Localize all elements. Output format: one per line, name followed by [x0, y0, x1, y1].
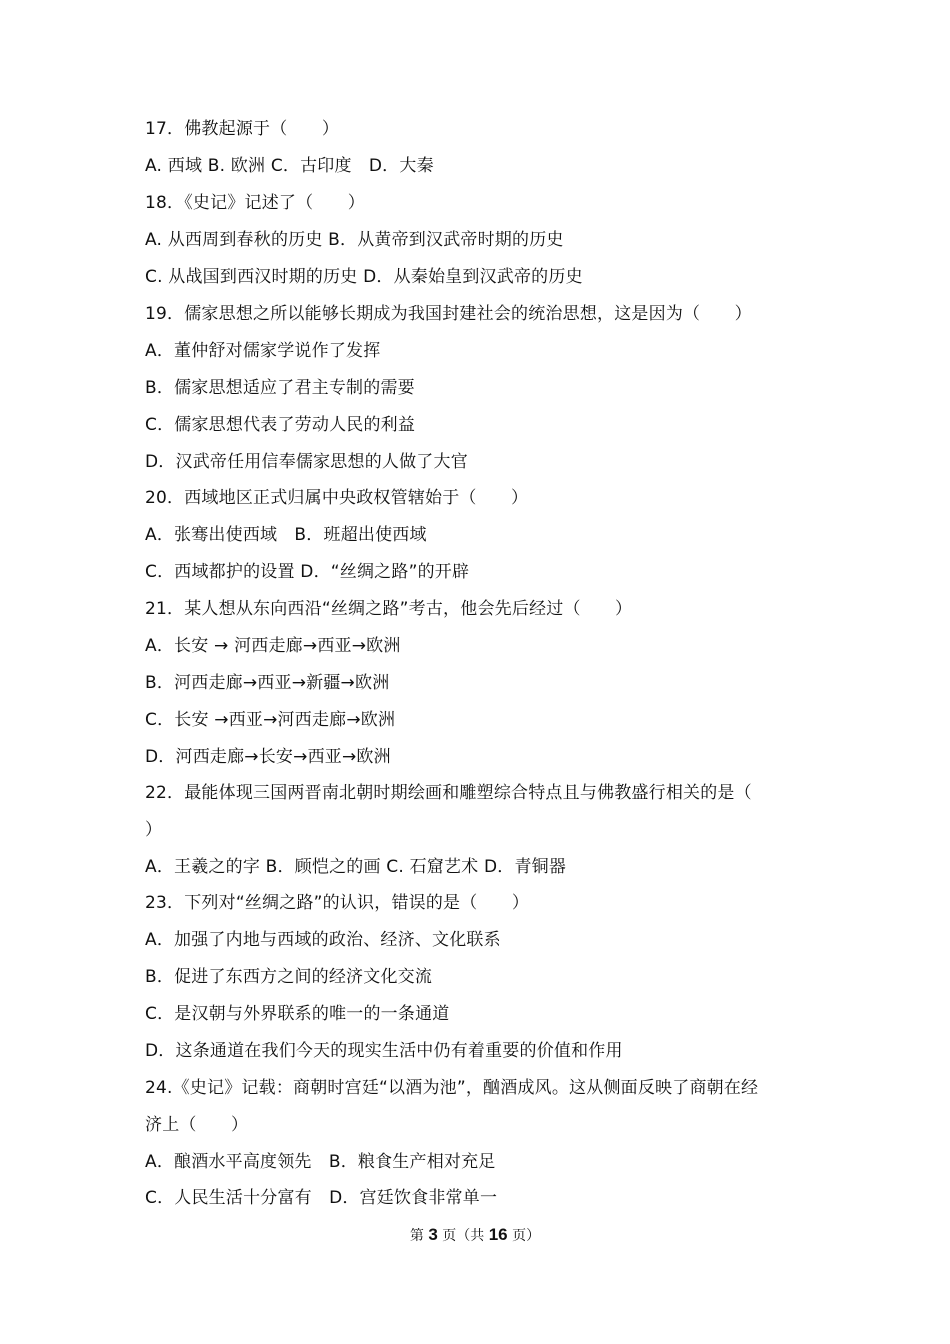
question-17-options: A. 西域 B. 欧洲 C．古印度 D．大秦	[145, 156, 434, 176]
question-24-options-cd: C．人民生活十分富有 D．宫廷饮食非常单一	[145, 1188, 498, 1208]
question-22-stem: 22．最能体现三国两晋南北朝时期绘画和雕塑综合特点且与佛教盛行相关的是（	[145, 783, 752, 803]
question-21-stem: 21．某人想从东向西沿“丝绸之路”考古，他会先后经过（ ）	[145, 599, 633, 619]
footer-suffix: 页）	[507, 1228, 541, 1244]
question-17-stem: 17．佛教起源于（ ）	[145, 119, 340, 139]
footer-middle: 页（共	[437, 1228, 489, 1244]
question-23-stem: 23．下列对“丝绸之路”的认识，错误的是（ ）	[145, 893, 530, 913]
question-19-option-c: C．儒家思想代表了劳动人民的利益	[145, 415, 416, 435]
question-19-option-b: B．儒家思想适应了君主专制的需要	[145, 378, 415, 398]
question-19-stem: 19．儒家思想之所以能够长期成为我国封建社会的统治思想，这是因为（ ）	[145, 304, 752, 324]
footer-prefix: 第	[409, 1228, 429, 1244]
question-24-stem-cont: 济上（ ）	[145, 1115, 249, 1135]
question-23-option-c: C．是汉朝与外界联系的唯一的一条通道	[145, 1004, 450, 1024]
question-20-stem: 20．西域地区正式归属中央政权管辖始于（ ）	[145, 488, 529, 508]
question-24-stem: 24.《史记》记载：商朝时宫廷“以酒为池”，酗酒成风。这从侧面反映了商朝在经	[145, 1078, 759, 1098]
question-22-stem-cont: ）	[145, 820, 163, 840]
question-18-stem: 18．《史记》记述了（ ）	[145, 193, 365, 213]
page-footer	[0, 1225, 950, 1246]
question-20-options-ab: A．张骞出使西域 B．班超出使西域	[145, 525, 427, 545]
footer-page-number: 3	[428, 1225, 438, 1244]
question-22-options: A．王羲之的字 B．顾恺之的画 C. 石窟艺术 D．青铜器	[145, 857, 567, 877]
question-18-options-ab: A. 从西周到春秋的历史 B．从黄帝到汉武帝时期的历史	[145, 230, 564, 250]
question-20-options-cd: C．西域都护的设置 D．“丝绸之路”的开辟	[145, 562, 470, 582]
question-21-option-b: B．河西走廊→西亚→新疆→欧洲	[145, 673, 390, 693]
question-21-option-d: D．河西走廊→长安→西亚→欧洲	[145, 747, 391, 767]
question-21-option-c: C．长安 →西亚→河西走廊→欧洲	[145, 710, 396, 730]
question-23-option-a: A．加强了内地与西域的政治、经济、文化联系	[145, 930, 501, 950]
question-23-option-b: B．促进了东西方之间的经济文化交流	[145, 967, 433, 987]
question-18-options-cd: C. 从战国到西汉时期的历史 D．从秦始皇到汉武帝的历史	[145, 267, 583, 287]
question-21-option-a: A．长安 → 河西走廊→西亚→欧洲	[145, 636, 401, 656]
question-24-options-ab: A．酿酒水平高度领先 B．粮食生产相对充足	[145, 1152, 496, 1172]
question-19-option-a: A．董仲舒对儒家学说作了发挥	[145, 341, 381, 361]
question-23-option-d: D．这条通道在我们今天的现实生活中仍有着重要的价值和作用	[145, 1041, 623, 1061]
question-19-option-d: D．汉武帝任用信奉儒家思想的人做了大官	[145, 452, 468, 472]
footer-total-pages: 16	[488, 1225, 508, 1244]
